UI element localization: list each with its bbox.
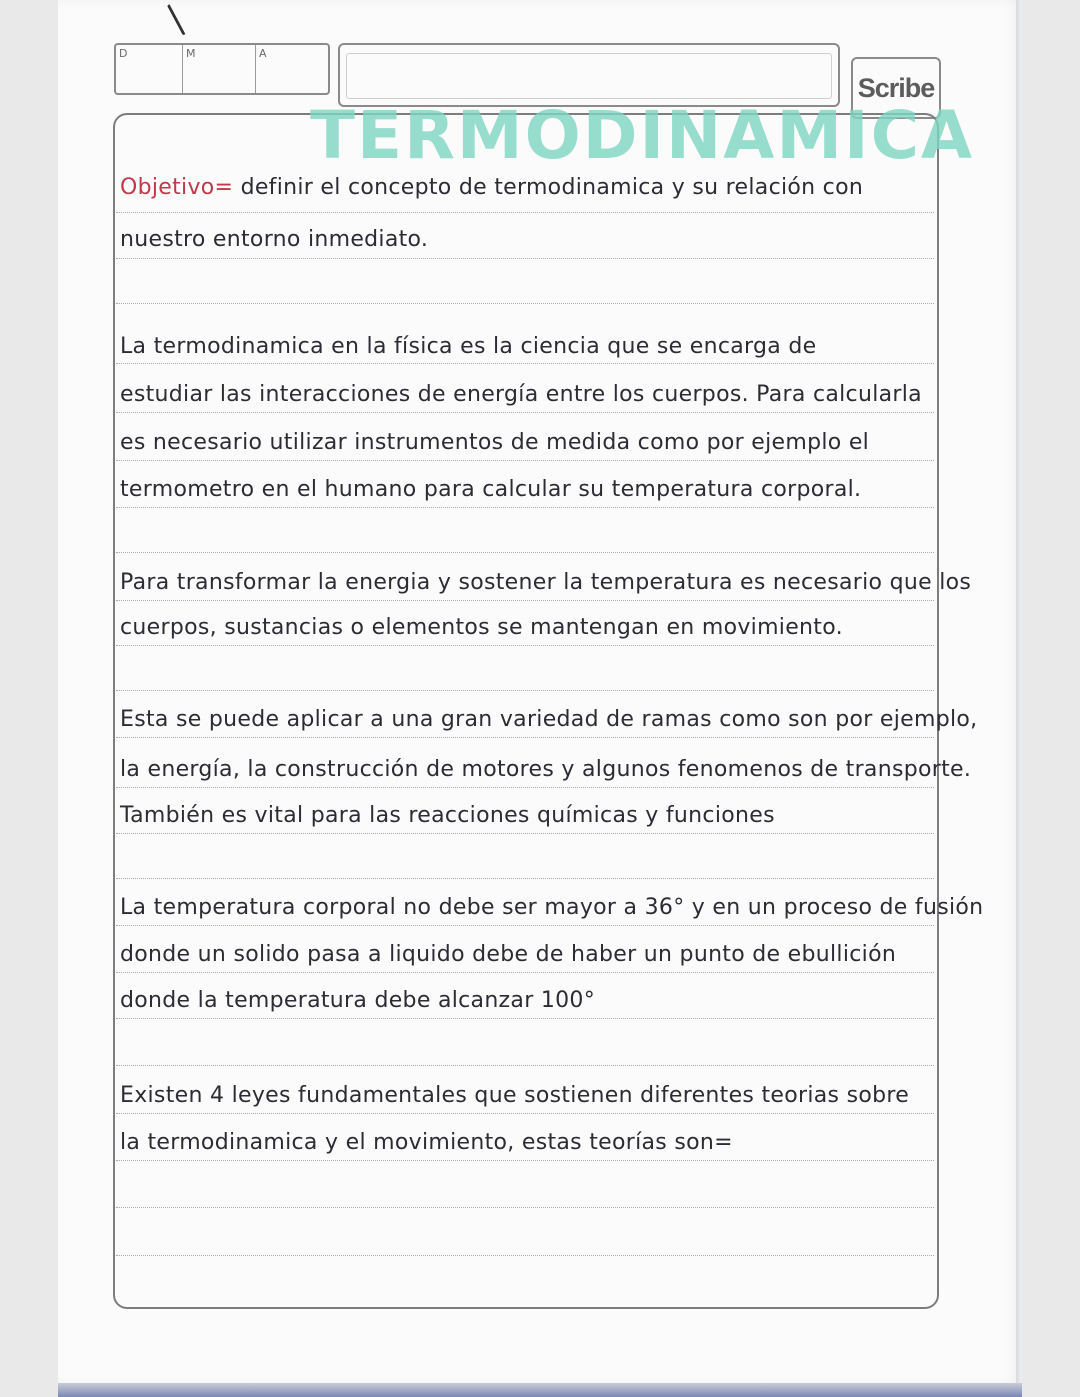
text-line: Esta se puede aplicar a una gran variedad de ramas como son por ejemplo, — [120, 707, 978, 732]
ruled-line — [116, 878, 934, 879]
ruled-line — [116, 645, 934, 646]
date-day-cell — [116, 45, 183, 93]
ruled-line — [116, 1113, 934, 1114]
ruled-line — [116, 787, 934, 788]
page-edge-bottom — [58, 1383, 1022, 1397]
ruled-line — [116, 552, 934, 553]
ruled-line — [116, 1160, 934, 1161]
ruled-line — [116, 925, 934, 926]
date-box — [114, 43, 330, 95]
text-line: termometro en el humano para calcular su temperatura corporal. — [120, 477, 862, 502]
ruled-line — [116, 212, 934, 213]
ruled-line — [116, 737, 934, 738]
ruled-line — [116, 363, 934, 364]
ruled-line — [116, 1255, 934, 1256]
objective-line — [120, 173, 863, 203]
ruled-line — [116, 412, 934, 413]
text-line: Para transformar la energia y sostener la temperatura es necesario que los — [120, 570, 972, 595]
ruled-line — [116, 600, 934, 601]
ruled-line — [116, 1207, 934, 1208]
date-day-label: D — [119, 47, 128, 60]
date-year-label: A — [259, 47, 267, 60]
ruled-line — [116, 303, 934, 304]
ruled-line — [116, 1018, 934, 1019]
text-line: nuestro entorno inmediato. — [120, 227, 429, 252]
text-line: definir el concepto de termodinamica y su relación con — [240, 175, 864, 200]
text-line: estudiar las interacciones de energía entre los cuerpos. Para calcularla — [120, 382, 922, 407]
text-line: la energía, la construcción de motores y algunos fenomenos de transporte. — [120, 757, 972, 782]
date-month-cell — [183, 45, 256, 93]
objective-label: Objetivo= — [120, 175, 234, 200]
ruled-line — [116, 1065, 934, 1066]
ruled-line — [116, 972, 934, 973]
text-line: donde un solido pasa a liquido debe de haber un punto de ebullición — [120, 942, 897, 967]
text-line: La termodinamica en la física es la ciencia que se encarga de — [120, 334, 817, 359]
text-line: es necesario utilizar instrumentos de medida como por ejemplo el — [120, 430, 870, 455]
ruled-line — [116, 690, 934, 691]
text-line: La temperatura corporal no debe ser mayor a 36° y en un proceso de fusión — [120, 895, 984, 920]
ruled-line — [116, 833, 934, 834]
brand-logo: Scribe — [851, 57, 941, 119]
ruled-line — [116, 258, 934, 259]
date-year-cell — [256, 45, 328, 93]
page-title: TERMODINAMICA — [310, 97, 975, 174]
ruled-line — [116, 460, 934, 461]
text-line: la termodinamica y el movimiento, estas teorías son= — [120, 1130, 733, 1155]
text-line: Existen 4 leyes fundamentales que sostienen diferentes teorias sobre — [120, 1083, 910, 1108]
text-line: cuerpos, sustancias o elementos se mantengan en movimiento. — [120, 615, 843, 640]
text-line: donde la temperatura debe alcanzar 100° — [120, 988, 596, 1013]
ruled-line — [116, 507, 934, 508]
date-month-label: M — [186, 47, 196, 60]
page-edge-right — [1016, 0, 1022, 1397]
text-line: También es vital para las reacciones químicas y funciones — [120, 803, 775, 828]
